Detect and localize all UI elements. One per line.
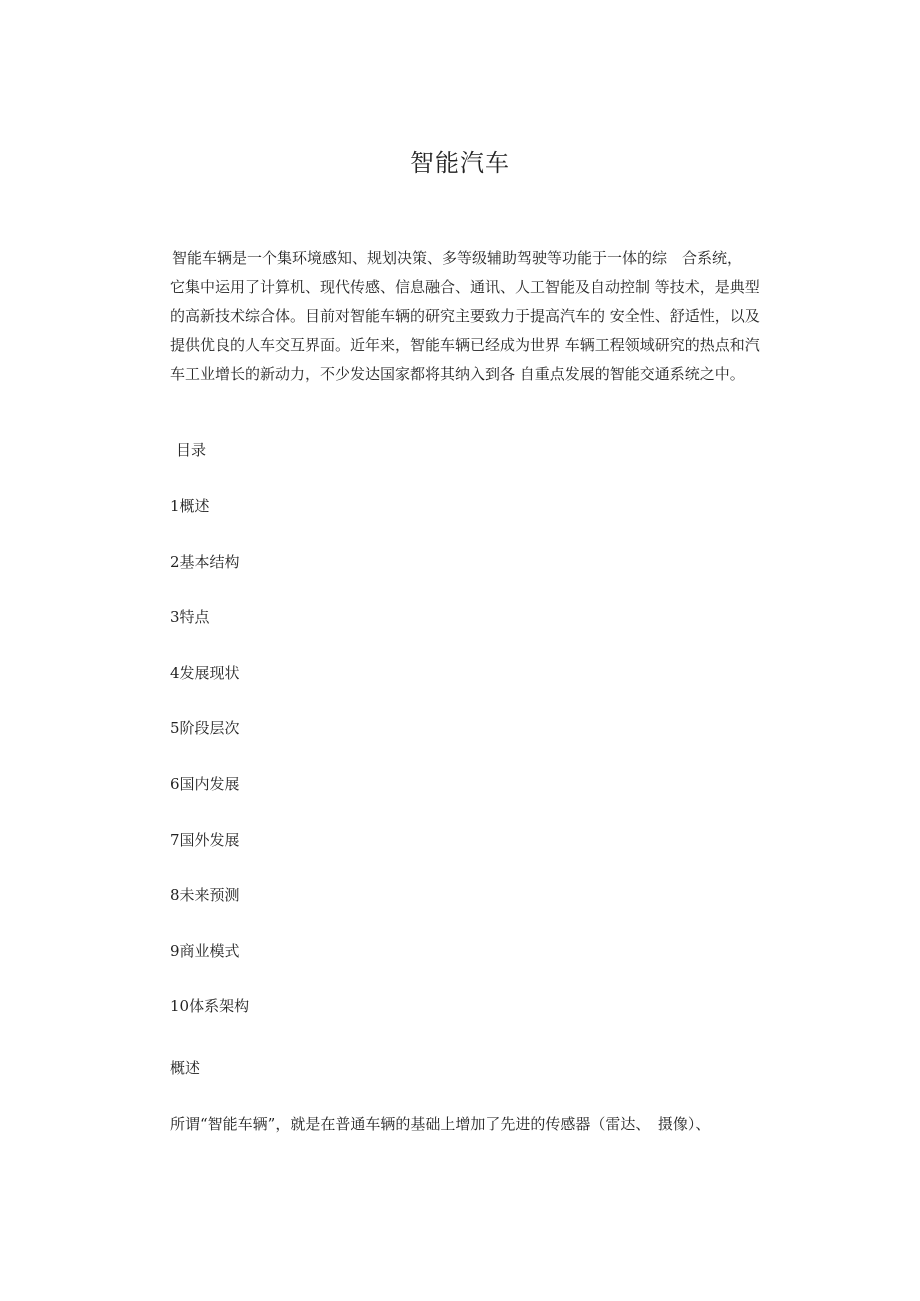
- intro-line: 车工业增长的新动力，不少发达国家都将其纳入到各 自重点发展的智能交通系统之中。: [170, 365, 745, 383]
- intro-line: 的高新技术综合体。目前对智能车辆的研究主要致力于提高汽车的 安全性、舒适性，以及: [170, 307, 760, 325]
- section-heading: 概述: [170, 1059, 201, 1077]
- toc-item-business-model[interactable]: 9商业模式: [170, 941, 240, 960]
- toc-item-current-status[interactable]: 4发展现状: [170, 663, 240, 682]
- intro-paragraph: [170, 244, 810, 389]
- section-paragraph: 所谓“智能车辆”，就是在普通车辆的基础上增加了先进的传感器（雷达、 摄像）、: [170, 1115, 711, 1133]
- toc-heading: 目录: [176, 441, 207, 459]
- toc-item-overview[interactable]: 1概述: [170, 497, 210, 515]
- intro-line: 提供优良的人车交互界面。近年来，智能车辆已经成为世界 车辆工程领域研究的热点和汽: [170, 336, 760, 354]
- intro-line: 智能车辆是一个集环境感知、规划决策、多等级辅助驾驶等功能于一体的综 合系统，: [172, 249, 743, 267]
- toc-item-system-architecture[interactable]: 10体系架构: [170, 997, 250, 1016]
- toc-item-foreign-development[interactable]: 7国外发展: [170, 830, 240, 849]
- toc-item-domestic-development[interactable]: 6国内发展: [170, 774, 240, 793]
- toc-item-future-forecast[interactable]: 8未来预测: [170, 886, 240, 905]
- toc-item-basic-structure[interactable]: 2基本结构: [170, 552, 240, 571]
- toc-item-stage-levels[interactable]: 5阶段层次: [170, 719, 240, 738]
- document-title: 智能汽车: [410, 149, 510, 177]
- intro-line: 它集中运用了计算机、现代传感、信息融合、通讯、人工智能及自动控制 等技术，是典型: [170, 278, 760, 296]
- table-of-contents: [170, 492, 249, 1048]
- toc-item-features[interactable]: 3特点: [170, 608, 210, 627]
